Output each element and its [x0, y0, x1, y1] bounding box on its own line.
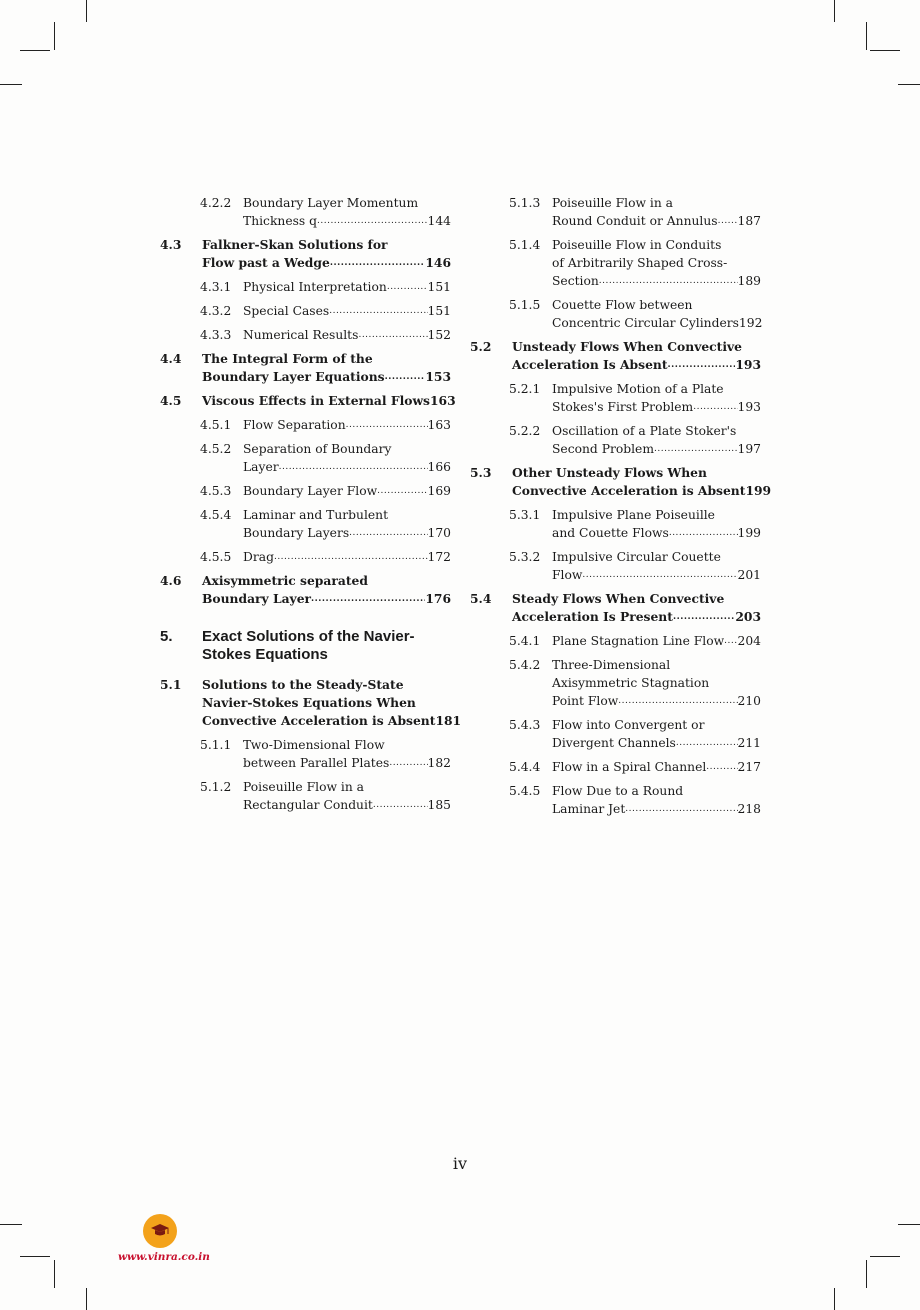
dot-leader: [673, 608, 735, 626]
section-title-text: Boundary Layers: [243, 526, 350, 540]
dot-leader: [279, 458, 428, 476]
page-ref: 144: [427, 214, 451, 228]
section-title-last-line: [552, 566, 761, 584]
toc-subsection: [160, 506, 451, 542]
section-number: 5.4.3: [509, 718, 541, 732]
section-title-line: Navier-Stokes Equations When: [202, 695, 416, 710]
dot-leader: [311, 590, 425, 608]
section-title-line: Axisymmetric Stagnation: [552, 676, 710, 690]
toc-section: [470, 338, 761, 374]
section-title: [243, 440, 451, 476]
section-number: 4.3: [160, 237, 182, 252]
dot-leader: [274, 548, 428, 566]
section-title-last-line: [202, 392, 456, 410]
crop-mark: [834, 0, 835, 22]
page-ref: 169: [427, 484, 451, 498]
crop-mark: [20, 1256, 50, 1257]
section-title-last-line: [243, 524, 451, 542]
toc-subsection: [470, 422, 761, 458]
section-title-line: Three-Dimensional: [552, 658, 671, 672]
section-title: [512, 464, 772, 500]
section-title: [243, 548, 451, 566]
toc-column-left: [160, 188, 462, 814]
section-title: [243, 778, 451, 814]
toc-subsection: [470, 296, 761, 332]
toc-subsection: [470, 758, 761, 776]
toc-section: [160, 572, 451, 608]
page-ref: 152: [427, 328, 451, 342]
section-title-line: Flow into Convergent or: [552, 718, 705, 732]
toc-section: [160, 236, 451, 272]
toc-section: [160, 350, 451, 386]
section-title: [512, 590, 761, 626]
section-title-line: Other Unsteady Flows When: [512, 465, 707, 480]
section-title-text: Physical Interpretation: [243, 280, 387, 294]
section-title: [243, 302, 451, 320]
section-title: [243, 416, 451, 434]
page-ref: 153: [425, 369, 451, 384]
toc-subsection: [160, 278, 451, 296]
section-title-text: Boundary Layer Flow: [243, 484, 378, 498]
toc-subsection: [470, 236, 761, 290]
dot-leader: [693, 398, 737, 416]
section-title-text: Layer: [243, 460, 279, 474]
dot-leader: [373, 796, 428, 814]
page-ref: 218: [737, 802, 761, 816]
page-ref: 163: [427, 418, 451, 432]
page-ref: 151: [427, 304, 451, 318]
section-number: 5.1.4: [509, 238, 541, 252]
section-title-text: Convective Acceleration is Absent: [202, 713, 436, 728]
section-title-last-line: [243, 326, 451, 344]
section-title-last-line: [552, 632, 761, 650]
vinra-logo-icon: [143, 1214, 177, 1248]
page-ref: 187: [737, 214, 761, 228]
section-title-line: Impulsive Motion of a Plate: [552, 382, 724, 396]
toc-subsection: [470, 194, 761, 230]
toc-section: [470, 464, 772, 500]
page-ref: 193: [737, 400, 761, 414]
section-title-line: Separation of Boundary: [243, 442, 392, 456]
page-number: iv: [452, 1154, 468, 1173]
dot-leader: [389, 754, 427, 772]
section-number: 5.1.3: [509, 196, 541, 210]
toc-subsection: [160, 778, 451, 814]
chapter-title-line: Exact Solutions of the Navier-: [202, 628, 415, 645]
section-number: 4.2.2: [200, 196, 232, 210]
section-number: 5.4.2: [509, 658, 541, 672]
section-title-line: Poiseuille Flow in Conduits: [552, 238, 722, 252]
crop-mark: [870, 50, 900, 51]
dot-leader: [706, 758, 737, 776]
section-title-line: Boundary Layer Momentum: [243, 196, 419, 210]
dot-leader: [317, 212, 428, 230]
dot-leader: [724, 632, 737, 650]
section-title-last-line: [243, 416, 451, 434]
section-title-text: Viscous Effects in External Flows: [202, 393, 430, 408]
page-ref: 193: [735, 357, 761, 372]
section-number: 4.3.3: [200, 328, 232, 342]
toc-subsection: [160, 326, 451, 344]
section-title-last-line: [512, 482, 772, 500]
section-number: 4.5.1: [200, 418, 232, 432]
dot-leader: [618, 692, 737, 710]
dot-leader: [676, 734, 738, 752]
section-title-line: Two-Dimensional Flow: [243, 738, 385, 752]
page-ref: 189: [737, 274, 761, 288]
page-ref: 181: [435, 713, 462, 728]
dot-leader: [625, 800, 737, 818]
crop-mark: [86, 0, 87, 22]
crop-mark: [898, 1224, 920, 1225]
crop-mark: [54, 1260, 55, 1288]
section-title-line: Unsteady Flows When Convective: [512, 339, 742, 354]
section-title-last-line: [243, 548, 451, 566]
section-title-line: Laminar and Turbulent: [243, 508, 389, 522]
section-number: 4.3.2: [200, 304, 232, 318]
section-title-last-line: [552, 272, 761, 290]
page-ref: 199: [745, 483, 772, 498]
crop-mark: [20, 50, 50, 51]
crop-mark: [0, 84, 22, 85]
section-number: 4.6: [160, 573, 182, 588]
chapter-title-line: Stokes Equations: [202, 646, 328, 663]
section-title: [552, 632, 761, 650]
dot-leader: [599, 272, 738, 290]
section-title-text: Flow in a Spiral Channel: [552, 760, 707, 774]
section-title-line: Oscillation of a Plate Stoker's: [552, 424, 737, 438]
dot-leader: [385, 368, 426, 386]
chapter-title: [202, 628, 415, 664]
page-ref: 211: [737, 736, 761, 750]
section-title: [552, 758, 761, 776]
section-title: [512, 338, 761, 374]
section-title-last-line: [552, 734, 761, 752]
section-title-last-line: [243, 458, 451, 476]
section-title-text: Laminar Jet: [552, 802, 626, 816]
section-title-text: Rectangular Conduit: [243, 798, 373, 812]
page-ref: 172: [427, 550, 451, 564]
section-title-text: Concentric Circular Cylinders: [552, 316, 739, 330]
section-title-text: Thickness q: [243, 214, 317, 228]
page-ref: 176: [425, 591, 451, 606]
toc-section: [160, 392, 456, 410]
section-title-text: Plane Stagnation Line Flow: [552, 634, 725, 648]
toc-subsection: [160, 416, 451, 434]
section-title-line: Flow Due to a Round: [552, 784, 684, 798]
section-title-text: Stokes's First Problem: [552, 400, 694, 414]
dot-leader: [582, 566, 737, 584]
toc-subsection: [470, 782, 761, 818]
section-title: [552, 194, 761, 230]
section-title-text: Point Flow: [552, 694, 619, 708]
page-ref: 192: [738, 316, 763, 330]
page-ref: 185: [427, 798, 451, 812]
section-title: [552, 656, 761, 710]
section-title-last-line: [202, 590, 451, 608]
section-title: [552, 380, 761, 416]
section-title: [552, 506, 761, 542]
toc-subsection: [160, 302, 451, 320]
section-number: 4.5.5: [200, 550, 232, 564]
toc-subsection: [160, 440, 451, 476]
section-title: [243, 278, 451, 296]
dot-leader: [377, 482, 427, 500]
section-title-last-line: [243, 212, 451, 230]
toc-column-right: [470, 188, 772, 818]
dot-leader: [358, 326, 427, 344]
crop-mark: [866, 1260, 867, 1288]
page-ref: 197: [737, 442, 761, 456]
section-number: 5.3.2: [509, 550, 541, 564]
crop-mark: [86, 1288, 87, 1310]
section-title: [552, 236, 761, 290]
crop-mark: [54, 22, 55, 50]
section-number: 5.2.1: [509, 382, 541, 396]
section-number: 5.3: [470, 465, 492, 480]
crop-mark: [866, 22, 867, 50]
section-title-text: Acceleration Is Present: [512, 609, 673, 624]
dot-leader: [669, 524, 738, 542]
section-title: [552, 422, 761, 458]
section-title: [552, 716, 761, 752]
section-title-text: Convective Acceleration is Absent: [512, 483, 746, 498]
toc-subsection: [470, 716, 761, 752]
section-title: [202, 392, 456, 410]
chapter-heading: [160, 628, 451, 664]
section-title-last-line: [552, 758, 761, 776]
page-ref: 146: [425, 255, 451, 270]
dot-leader: [668, 356, 736, 374]
crop-mark: [0, 1224, 22, 1225]
section-title-text: Boundary Layer: [202, 591, 312, 606]
toc-subsection: [160, 482, 451, 500]
section-title-line: Steady Flows When Convective: [512, 591, 725, 606]
section-number: 5.1.2: [200, 780, 232, 794]
section-number: 5.1.5: [509, 298, 541, 312]
section-number: 4.4: [160, 351, 182, 366]
dot-leader: [718, 212, 738, 230]
toc-subsection: [470, 632, 761, 650]
section-title-last-line: [202, 368, 451, 386]
section-title-last-line: [243, 754, 451, 772]
toc-section: [470, 590, 761, 626]
crop-mark: [898, 84, 920, 85]
section-title: [243, 736, 451, 772]
section-title-line: The Integral Form of the: [202, 351, 373, 366]
section-title-line: Impulsive Plane Poiseuille: [552, 508, 715, 522]
section-title-last-line: [243, 796, 451, 814]
section-number: 5.2.2: [509, 424, 541, 438]
dot-leader: [346, 416, 428, 434]
section-title-last-line: [243, 278, 451, 296]
section-title-last-line: [552, 800, 761, 818]
section-title-text: Acceleration Is Absent: [512, 357, 668, 372]
section-title-line: Falkner-Skan Solutions for: [202, 237, 388, 252]
section-title-text: Special Cases: [243, 304, 330, 318]
section-title-last-line: [202, 712, 462, 730]
crop-mark: [834, 1288, 835, 1310]
section-title: [202, 572, 451, 608]
section-title-text: Numerical Results: [243, 328, 359, 342]
section-title-last-line: [552, 440, 761, 458]
section-title: [243, 326, 451, 344]
section-title-last-line: [202, 254, 451, 272]
toc-subsection: [160, 194, 451, 230]
section-title: [552, 782, 761, 818]
toc-section: [160, 676, 462, 730]
section-title-text: Round Conduit or Annulus: [552, 214, 718, 228]
section-title-line: of Arbitrarily Shaped Cross-: [552, 256, 728, 270]
section-title-last-line: [552, 524, 761, 542]
page-ref: 170: [427, 526, 451, 540]
section-title-text: between Parallel Plates: [243, 756, 390, 770]
section-title: [243, 482, 451, 500]
section-title-last-line: [552, 398, 761, 416]
section-number: 5.1.1: [200, 738, 232, 752]
dot-leader: [387, 278, 428, 296]
section-title: [202, 350, 451, 386]
section-number: 5.4.1: [509, 634, 541, 648]
page-ref: 217: [737, 760, 761, 774]
section-number: 4.5.4: [200, 508, 232, 522]
section-title-last-line: [512, 608, 761, 626]
section-title-last-line: [512, 356, 761, 374]
section-title: [202, 676, 462, 730]
page-ref: 201: [737, 568, 761, 582]
page-ref: 199: [737, 526, 761, 540]
section-title-text: Flow past a Wedge: [202, 255, 330, 270]
dot-leader: [330, 254, 426, 272]
section-title-text: Section: [552, 274, 599, 288]
section-number: 4.5.2: [200, 442, 232, 456]
dot-leader: [329, 302, 427, 320]
section-title-text: and Couette Flows: [552, 526, 669, 540]
section-title-text: Flow: [552, 568, 583, 582]
section-title: [202, 236, 451, 272]
section-title-last-line: [552, 692, 761, 710]
section-title-line: Axisymmetric separated: [202, 573, 368, 588]
page-ref: 204: [737, 634, 761, 648]
section-title-text: Boundary Layer Equations: [202, 369, 385, 384]
toc-subsection: [470, 380, 761, 416]
section-title-last-line: [552, 212, 761, 230]
page-ref: 210: [737, 694, 761, 708]
section-number: 4.5.3: [200, 484, 232, 498]
section-number: 5.2: [470, 339, 492, 354]
section-title: [552, 296, 761, 332]
section-number: 5.4.4: [509, 760, 541, 774]
chapter-number: 5.: [160, 628, 173, 645]
section-number: 4.3.1: [200, 280, 232, 294]
section-number: 5.3.1: [509, 508, 541, 522]
page-ref: 166: [427, 460, 451, 474]
section-title-text: Flow Separation: [243, 418, 346, 432]
section-title: [243, 506, 451, 542]
section-title-line: Poiseuille Flow in a: [243, 780, 364, 794]
crop-mark: [870, 1256, 900, 1257]
section-number: 5.4.5: [509, 784, 541, 798]
dot-leader: [349, 524, 427, 542]
section-title-text: Drag: [243, 550, 274, 564]
page-ref: 151: [427, 280, 451, 294]
section-number: 5.1: [160, 677, 182, 692]
section-title-text: Second Problem: [552, 442, 654, 456]
section-title-line: Couette Flow between: [552, 298, 693, 312]
page-ref: 163: [429, 393, 456, 408]
page-ref: 203: [735, 609, 761, 624]
section-title: [552, 548, 761, 584]
toc-subsection: [470, 506, 761, 542]
section-title-line: Poiseuille Flow in a: [552, 196, 673, 210]
section-title-last-line: [552, 314, 761, 332]
section-number: 4.5: [160, 393, 182, 408]
page-ref: 182: [427, 756, 451, 770]
section-title-line: Solutions to the Steady-State: [202, 677, 404, 692]
toc-subsection: [470, 548, 761, 584]
section-title: [243, 194, 451, 230]
toc-subsection: [160, 736, 451, 772]
toc-subsection: [160, 548, 451, 566]
section-title-last-line: [243, 302, 451, 320]
toc-subsection: [470, 656, 761, 710]
section-title-text: Divergent Channels: [552, 736, 676, 750]
section-title-line: Impulsive Circular Couette: [552, 550, 721, 564]
dot-leader: [654, 440, 738, 458]
section-title-last-line: [243, 482, 451, 500]
watermark-url: www.vinra.co.in: [118, 1251, 210, 1263]
section-number: 5.4: [470, 591, 492, 606]
